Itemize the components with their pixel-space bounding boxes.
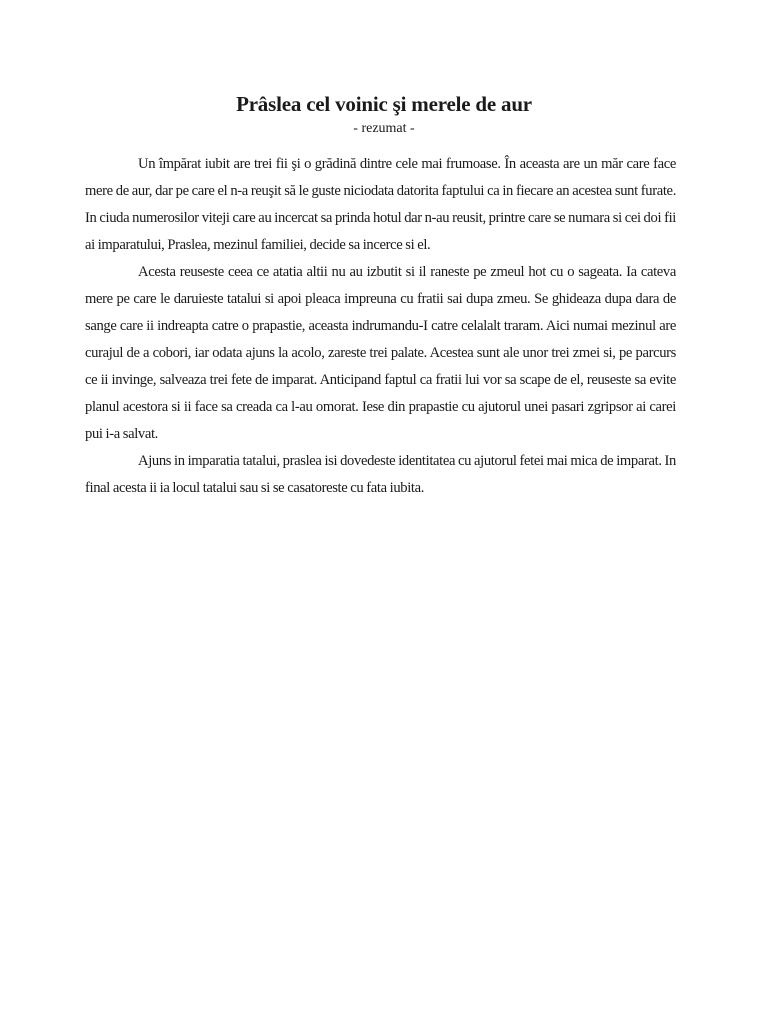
page-title: Prâslea cel voinic şi merele de aur: [236, 92, 532, 116]
paragraph-1: Un împărat iubit are trei fii şi o grădină dintre cele mai frumoase. În aceasta are un măr care face mere de aur, dar pe care el n-a reuşit să le guste niciodata datorita faptului ca in fiecare an acestea sunt furate. In ciuda numerosilor viteji care au incercat sa prinda hotul dar n-au reusit, printre care se numara si cei doi fii ai imparatului, Praslea, mezinul familiei, decide sa incerce si el.: [85, 156, 676, 253]
body-text: [85, 151, 676, 502]
paragraph-2: Acesta reuseste ceea ce atatia altii nu au izbutit si il raneste pe zmeul hot cu o sageata. Ia cateva mere pe care le daruieste tatalui si apoi pleaca impreuna cu fratii sai dupa zmeu. Se ghideaza dupa dara de sange care ii indreapta catre o prapastie, aceasta indrumandu-I catre celalalt traram. Aici numai mezinul are curajul de a cobori, iar odata ajuns la acolo, zareste trei palate. Acestea sunt ale unor trei zmei si, pe parcurs ce ii invinge, salveaza trei fete de imparat. Anticipand faptul ca fratii lui vor sa scape de el, reuseste sa evite planul acestora si ii face sa creada ca l-au omorat. Iese din prapastie cu ajutorul unei pasari zgripsor ai carei pui i-a salvat.: [85, 264, 676, 442]
page-subtitle: - rezumat -: [353, 121, 415, 136]
paragraph-3: Ajuns in imparatia tatalui, praslea isi dovedeste identitatea cu ajutorul fetei mai mica de imparat. In final acesta ii ia locul tatalui sau si se casatoreste cu fata iubita.: [85, 453, 676, 496]
